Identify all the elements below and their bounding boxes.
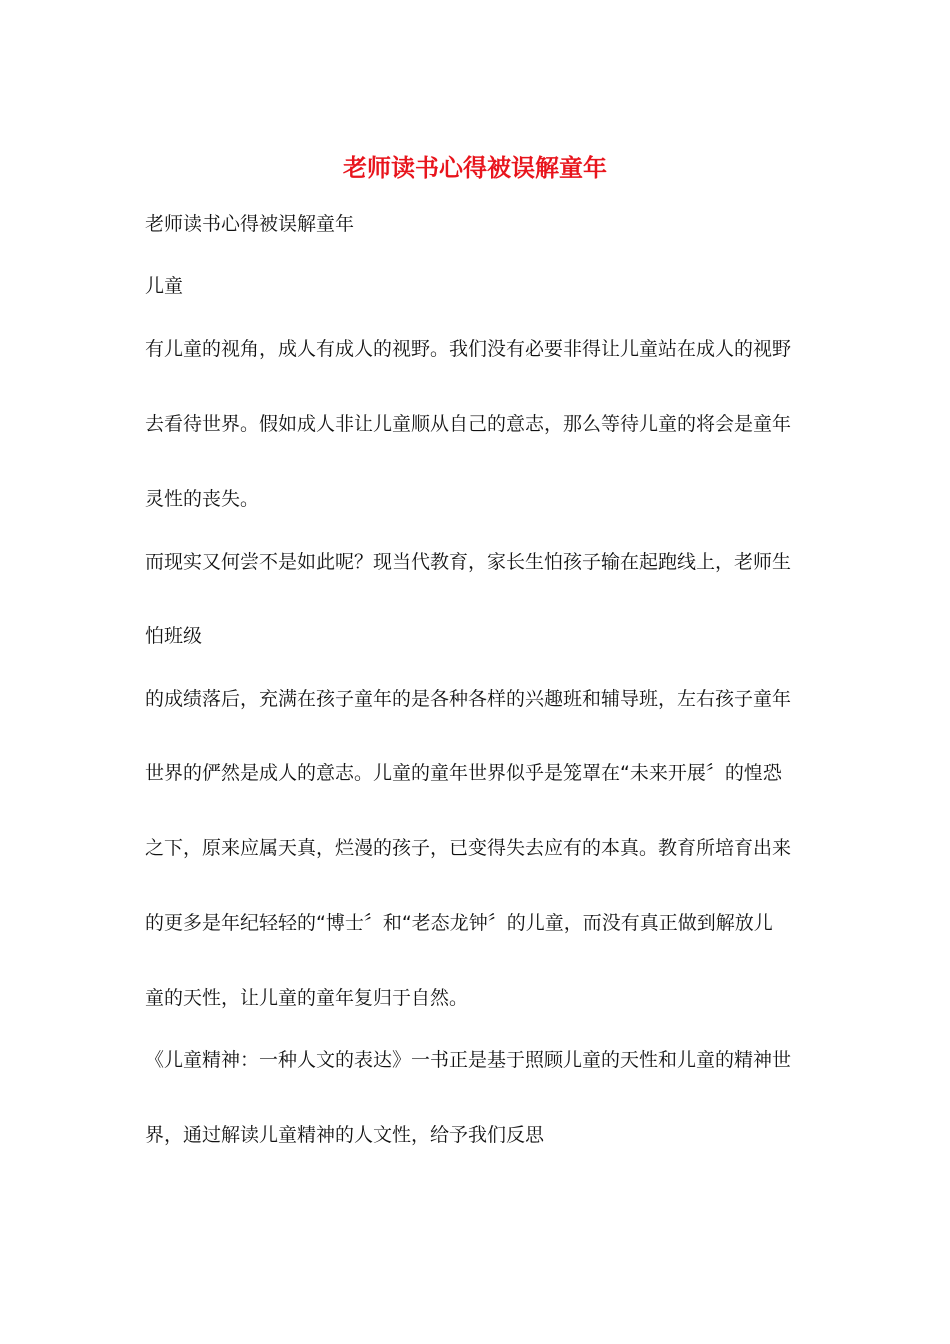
paragraph-line: 而现实又何尝不是如此呢？现当代教育，家长生怕孩子输在起跑线上，老师生: [145, 551, 792, 573]
paragraph-line: 界，通过解读儿童精神的人文性，给予我们反思: [145, 1124, 545, 1146]
subtitle-line: 老师读书心得被误解童年: [145, 213, 355, 235]
paragraph-line: 怕班级: [145, 625, 203, 647]
section-heading: 儿童: [145, 275, 184, 297]
paragraph-line: 之下，原来应属天真，烂漫的孩子，已变得失去应有的本真。教育所培育出来: [145, 837, 792, 859]
document-title: 老师读书心得被误解童年: [343, 153, 607, 182]
paragraph-line: 的成绩落后，充满在孩子童年的是各种各样的兴趣班和辅导班，左右孩子童年: [145, 688, 792, 710]
paragraph-line: 童的天性，让儿童的童年复归于自然。: [145, 987, 469, 1009]
paragraph-line: 去看待世界。假如成人非让儿童顺从自己的意志，那么等待儿童的将会是童年: [145, 413, 792, 435]
paragraph-line: 《儿童精神：一种人文的表达》一书正是基于照顾儿童的天性和儿童的精神世: [145, 1049, 792, 1071]
paragraph-line: 灵性的丧失。: [145, 488, 260, 510]
paragraph-line: 世界的俨然是成人的意志。儿童的童年世界似乎是笼罩在“未来开展〞的惶恐: [145, 762, 782, 784]
paragraph-line: 有儿童的视角，成人有成人的视野。我们没有必要非得让儿童站在成人的视野: [145, 338, 792, 360]
paragraph-line: 的更多是年纪轻轻的“博士〞和“老态龙钟〞的儿童，而没有真正做到解放儿: [145, 912, 773, 934]
